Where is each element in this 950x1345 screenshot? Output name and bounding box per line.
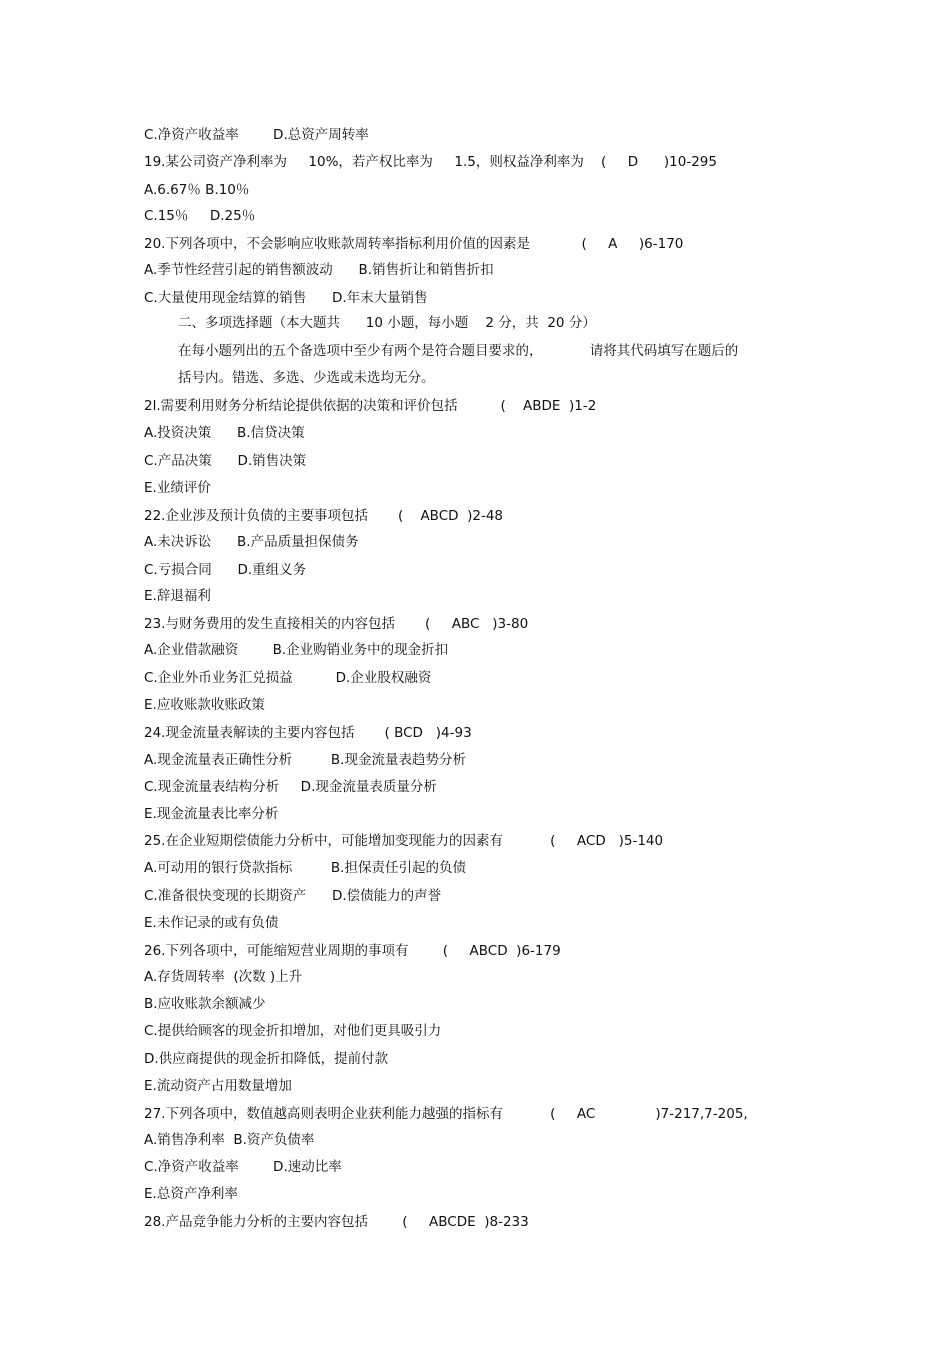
text-line: C.净资产收益率 D.总资产周转率 [144, 127, 369, 143]
text-line: 25.在企业短期偿债能力分析中，可能增加变现能力的因素有 ( ACD )5-140 [144, 833, 664, 849]
text-line: D.供应商提供的现金折扣降低，提前付款 [144, 1051, 389, 1067]
text-line: A.现金流量表正确性分析 B.现金流量表趋势分析 [144, 752, 466, 768]
text-line: A.存货周转率 (次数 )上升 [144, 969, 303, 985]
text-line: A.未决诉讼 B.产品质量担保债务 [144, 534, 359, 550]
text-line: C.15％ D.25％ [144, 208, 256, 224]
text-line: E.流动资产占用数量增加 [144, 1078, 292, 1094]
text-line: A.投资决策 B.信贷决策 [144, 425, 305, 441]
text-line: E.未作记录的或有负债 [144, 915, 279, 931]
text-line: 22.企业涉及预计负债的主要事项包括 ( ABCD )2-48 [144, 508, 504, 524]
text-line: E.业绩评价 [144, 480, 211, 496]
text-line: C.准备很快变现的长期资产 D.偿债能力的声誉 [144, 888, 442, 904]
text-line: C.企业外币业务汇兑损益 D.企业股权融资 [144, 670, 432, 686]
text-line: C.现金流量表结构分析 D.现金流量表质量分析 [144, 779, 437, 795]
text-line: C.产品决策 D.销售决策 [144, 453, 307, 469]
text-line: C.亏损合同 D.重组义务 [144, 562, 307, 578]
text-line: 27.下列各项中，数值越高则表明企业获利能力越强的指标有 ( AC )7-217,7-205, [144, 1106, 748, 1122]
text-line: E.应收账款收账政策 [144, 697, 265, 713]
text-line: A.6.67％ B.10％ [144, 182, 250, 198]
text-line: A.可动用的银行贷款指标 B.担保责任引起的负债 [144, 860, 466, 876]
text-line: 20.下列各项中，不会影响应收账款周转率指标利用价值的因素是 ( A )6-170 [144, 236, 684, 252]
text-line: E.现金流量表比率分析 [144, 806, 279, 822]
section-heading: 二、多项选择题（本大题共 10 小题，每小题 2 分，共 20 分） [178, 315, 596, 331]
text-line: C.提供给顾客的现金折扣增加，对他们更具吸引力 [144, 1023, 442, 1039]
text-line: 26.下列各项中，可能缩短营业周期的事项有 ( ABCD )6-179 [144, 943, 561, 959]
text-line: 28.产品竞争能力分析的主要内容包括 ( ABCDE )8-233 [144, 1214, 529, 1230]
text-line: A.销售净利率 B.资产负债率 [144, 1132, 315, 1148]
text-line: A.季节性经营引起的销售额波动 B.销售折让和销售折扣 [144, 262, 494, 278]
text-line: 24.现金流量表解读的主要内容包括 ( BCD )4-93 [144, 725, 472, 741]
text-line: C.净资产收益率 D.速动比率 [144, 1159, 342, 1175]
text-line: 23.与财务费用的发生直接相关的内容包括 ( ABC )3-80 [144, 616, 529, 632]
text-line: C.大量使用现金结算的销售 D.年末大量销售 [144, 290, 428, 306]
text-line: A.企业借款融资 B.企业购销业务中的现金折扣 [144, 642, 449, 658]
text-line: 括号内。错选、多选、少选或未选均无分。 [178, 370, 435, 386]
text-line: B.应收账款余额减少 [144, 996, 266, 1012]
text-line: E.总资产净利率 [144, 1186, 238, 1202]
text-line: 在每小题列出的五个备选项中至少有两个是符合题目要求的， 请将其代码填写在题后的 [178, 343, 739, 359]
text-line: E.辞退福利 [144, 588, 211, 604]
text-line: 2l.需要利用财务分析结论提供依据的决策和评价包括 ( ABDE )1-2 [144, 398, 597, 414]
text-line: 19.某公司资产净利率为 10%，若产权比率为 1.5，则权益净利率为 ( D )10-295 [144, 154, 717, 170]
